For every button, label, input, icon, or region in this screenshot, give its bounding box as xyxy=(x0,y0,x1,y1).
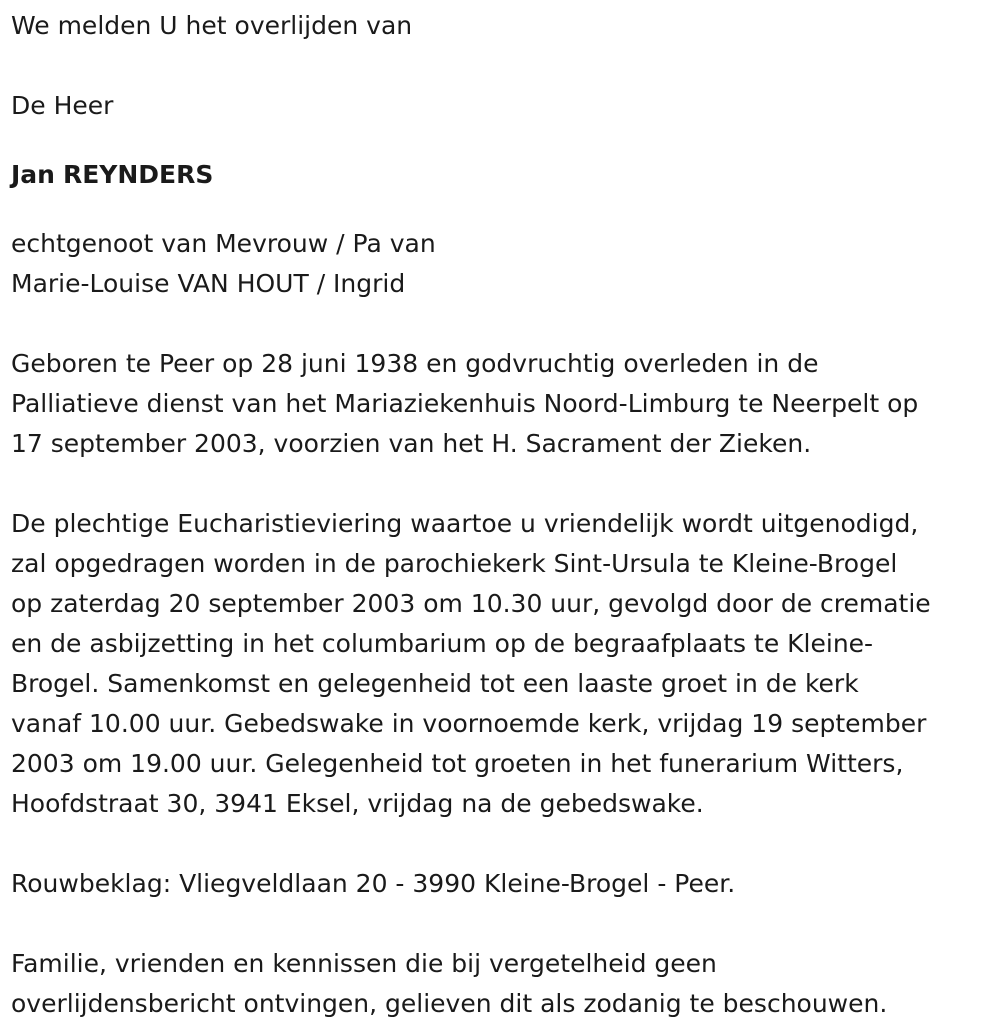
paragraph-line: 2003 om 19.00 uur. Gelegenheid tot groeten in het funerarium Witters, xyxy=(11,749,904,778)
intro-text: We melden U het overlijden van xyxy=(11,11,413,40)
honorific-title: De Heer xyxy=(11,91,114,120)
death-notice xyxy=(11,6,991,1024)
deceased-first-name: Jan xyxy=(11,160,55,189)
deceased-name xyxy=(11,151,991,199)
paragraph-line: Brogel. Samenkomst en gelegenheid tot een laaste groet in de kerk xyxy=(11,669,859,698)
paragraph-line: Palliatieve dienst van het Mariaziekenhuis Noord-Limburg te Neerpelt op xyxy=(11,389,919,418)
closing-paragraph xyxy=(11,944,991,1024)
paragraph-line: Familie, vrienden en kennissen die bij vergetelheid geen xyxy=(11,949,717,978)
relation-line: echtgenoot van Mevrouw / Pa van xyxy=(11,229,436,258)
ceremony-paragraph xyxy=(11,504,991,824)
spacer xyxy=(11,464,991,504)
paragraph-line: 17 september 2003, voorzien van het H. Sacrament der Zieken. xyxy=(11,429,812,458)
paragraph-line: zal opgedragen worden in de parochiekerk Sint-Ursula te Kleine-Brogel xyxy=(11,549,898,578)
paragraph-line: overlijdensbericht ontvingen, gelieven dit als zodanig te beschouwen. xyxy=(11,989,888,1018)
birth-death-paragraph xyxy=(11,344,991,464)
spacer xyxy=(11,904,991,944)
paragraph-line: De plechtige Eucharistieviering waartoe u vriendelijk wordt uitgenodigd, xyxy=(11,509,919,538)
paragraph-line: vanaf 10.00 uur. Gebedswake in voornoemde kerk, vrijdag 19 september xyxy=(11,709,927,738)
relation-line: Marie-Louise VAN HOUT / Ingrid xyxy=(11,269,406,298)
spacer xyxy=(11,824,991,864)
spacer xyxy=(11,46,991,86)
paragraph-line: Geboren te Peer op 28 juni 1938 en godvruchtig overleden in de xyxy=(11,349,819,378)
paragraph-line: op zaterdag 20 september 2003 om 10.30 uur, gevolgd door de crematie xyxy=(11,589,931,618)
paragraph-line: en de asbijzetting in het columbarium op de begraafplaats te Kleine- xyxy=(11,629,874,658)
condolence-address: Rouwbeklag: Vliegveldlaan 20 - 3990 Kleine-Brogel - Peer. xyxy=(11,869,736,898)
paragraph-line: Hoofdstraat 30, 3941 Eksel, vrijdag na de gebedswake. xyxy=(11,789,704,818)
deceased-last-name: REYNDERS xyxy=(62,160,214,189)
spacer xyxy=(11,304,991,344)
